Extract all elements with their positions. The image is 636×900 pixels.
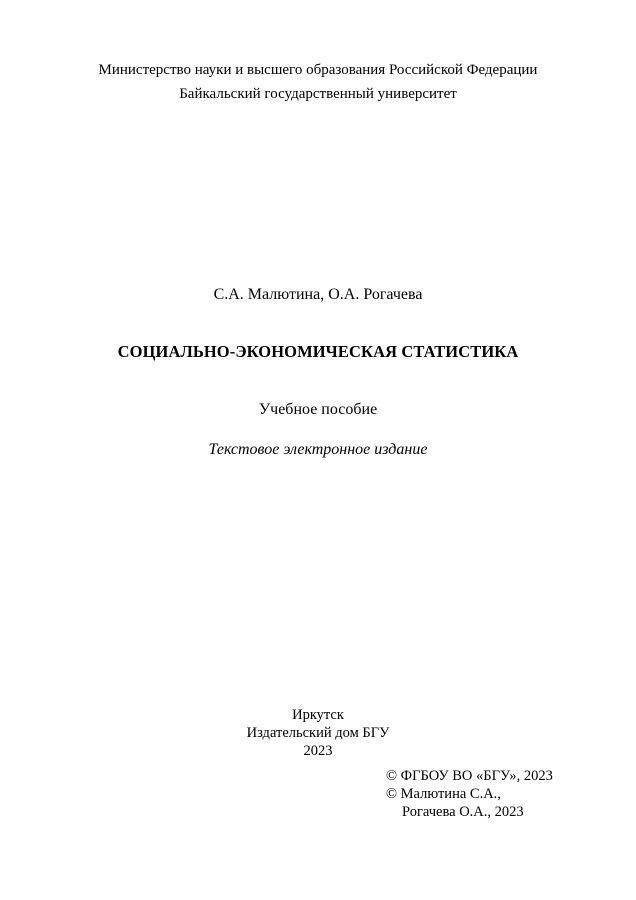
document-title: СОЦИАЛЬНО-ЭКОНОМИЧЕСКАЯ СТАТИСТИКА [117, 342, 519, 361]
authors: С.А. Малютина, О.А. Рогачева [213, 286, 423, 303]
copyright-line-author-2: Рогачева О.А., 2023 [402, 804, 524, 820]
imprint-publisher: Издательский дом БГУ [246, 725, 390, 741]
university-name: Байкальский государственный университет [179, 86, 457, 102]
document-type: Учебное пособие [258, 401, 378, 418]
ministry-name: Министерство науки и высшего образования Российской Федерации [98, 62, 538, 78]
imprint-city: Иркутск [292, 707, 344, 723]
edition-note: Текстовое электронное издание [208, 441, 428, 458]
imprint-year: 2023 [303, 743, 333, 759]
copyright-line-institution: © ФГБОУ ВО «БГУ», 2023 [386, 768, 553, 784]
copyright-line-author-1: © Малютина С.А., [386, 786, 501, 802]
